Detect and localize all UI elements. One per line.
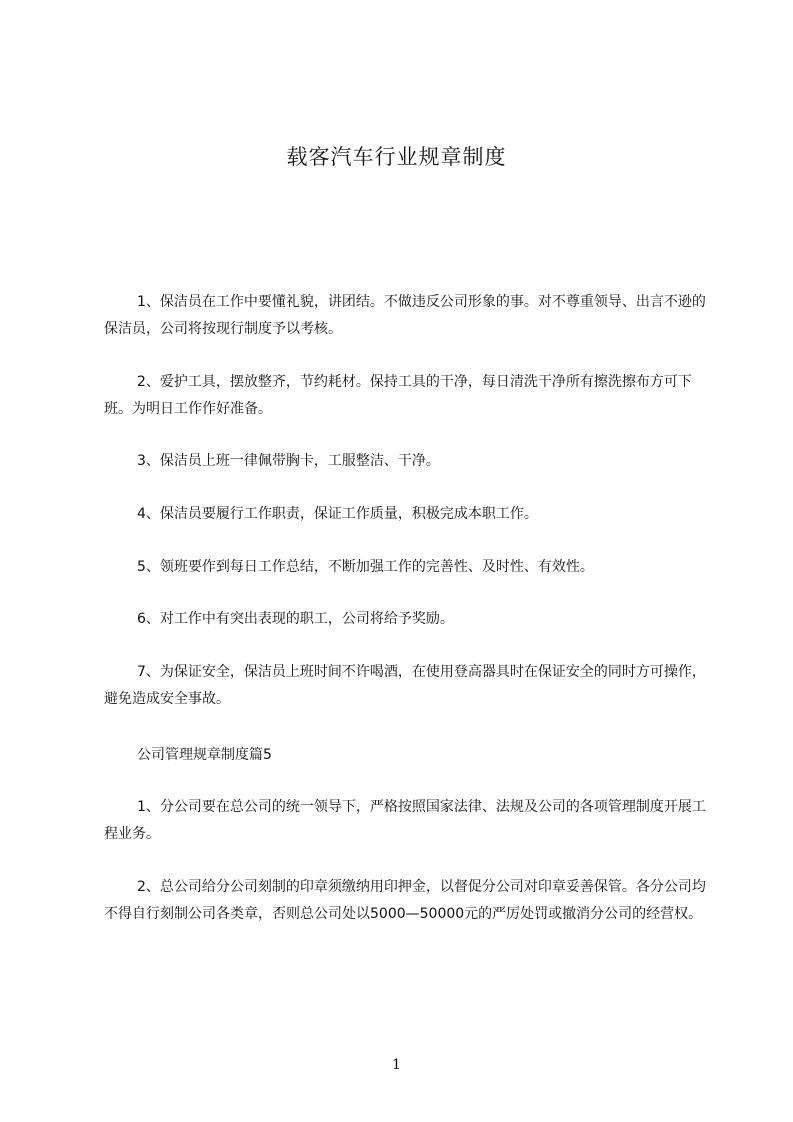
paragraph-8: [104, 794, 716, 848]
paragraph-text: 2、总公司给分公司刻制的印章须缴纳用印押金，以督促分公司对印章妥善保管。各分公司均不得自行刻制公司各类章，否则总公司处以5000—50000元的严厉处罚或撤消分公司的经营权。: [104, 879, 706, 922]
document-title: 载客汽车行业规章制度: [286, 145, 507, 169]
section-heading: [104, 742, 716, 769]
paragraph-5: [104, 554, 716, 581]
paragraph-2: [104, 369, 716, 423]
paragraph-text: 7、为保证安全，保洁员上班时间不许喝酒，在使用登高器具时在保证安全的同时方可操作，避免造成安全事故。: [104, 664, 706, 707]
paragraph-1: [104, 289, 716, 343]
paragraph-3: [104, 448, 716, 475]
paragraph-text: 1、保洁员在工作中要懂礼貌，讲团结。不做违反公司形象的事。对不尊重领导、出言不逊的保洁员，公司将按现行制度予以考核。: [104, 294, 706, 337]
paragraph-4: [104, 501, 716, 528]
paragraph-6: [104, 606, 716, 633]
paragraph-7: [104, 659, 716, 713]
paragraph-text: 6、对工作中有突出表现的职工，公司将给予奖励。: [137, 611, 454, 627]
page-number: 1: [392, 1057, 401, 1073]
paragraph-text: 3、保洁员上班一律佩带胸卡，工服整洁、干净。: [137, 453, 440, 469]
paragraph-9: [104, 874, 716, 928]
paragraph-text: 4、保洁员要履行工作职责，保证工作质量，积极完成本职工作。: [137, 506, 538, 522]
paragraph-text: 5、领班要作到每日工作总结，不断加强工作的完善性、及时性、有效性。: [137, 559, 594, 575]
section-heading-text: 公司管理规章制度篇5: [137, 747, 272, 763]
paragraph-text: 1、分公司要在总公司的统一领导下，严格按照国家法律、法规及公司的各项管理制度开展工程业务。: [104, 799, 706, 842]
paragraph-text: 2、爱护工具，摆放整齐，节约耗材。保持工具的干净，每日清洗干净所有擦洗擦布方可下班。为明日工作作好准备。: [104, 374, 692, 417]
